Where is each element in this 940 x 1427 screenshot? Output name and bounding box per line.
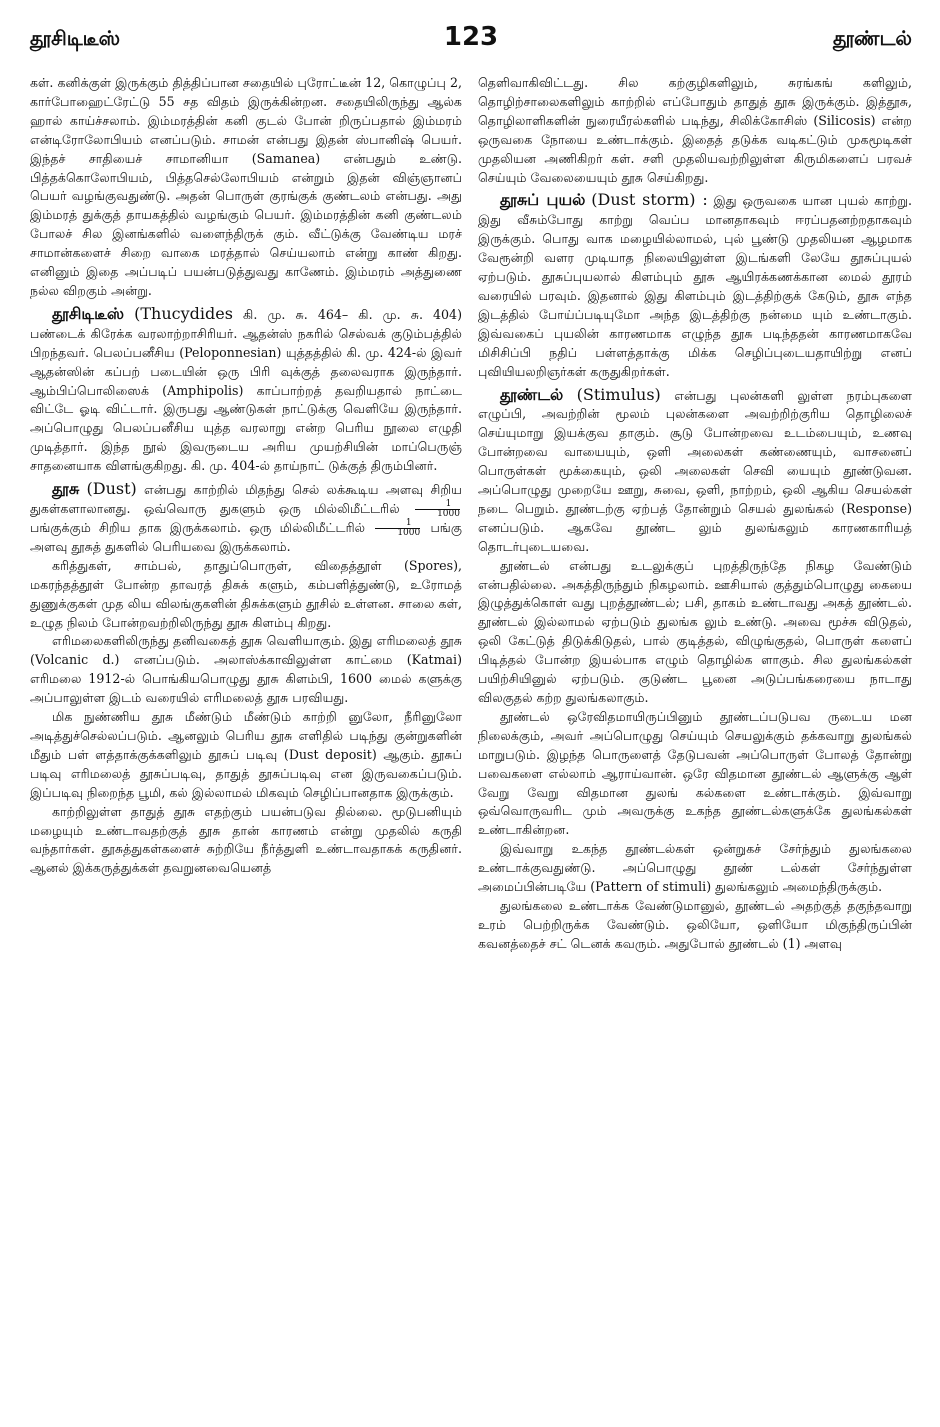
- paragraph-spores: கரித்துகள், சாம்பல், தாதுப்பொருள், விதைத்தூள் (Spores), மகரந்தத்தூள் போன்ற தாவரத் திசுக் களும், கம்பளித்துண்டு, உரோமத் துணுக்குகள் முத லிய விலங்குகளின் திசுக்களும் தூசில் உள்ளன. சாலை கள், உழுத நிலம் போன்றவற்றிலிருந்து தூசு கிளம்பு கிறது.: [30, 557, 462, 630]
- left-column: [30, 74, 462, 878]
- paragraph-stimulus-intensity: துலங்கலை உண்டாக்க வேண்டுமானுல், தூண்டல் அதற்குத் தகுந்தவாறு உரம் பெற்றிருக்க வேண்டும். ஒலியோ, ஒளியோ மிகுந்திருப்பின் கவனத்தைச் சட் டெனக் கவரும். அதுபோல் தூண்டல் (1) அளவு: [478, 897, 912, 951]
- entry-latin-name: (Dust storm) :: [591, 190, 708, 210]
- fraction-denominator: 1000: [437, 508, 460, 519]
- paragraph-internal-stimulus: தூண்டல் என்பது உடலுக்குப் புறத்திருந்தே நிகழ வேண்டும் என்பதில்லை. அகத்திருந்தும் நிகழலாம். ஊசியால் குத்தும்பொழுது கையை இழுத்துக்கொள் வது புறத்தூண்டல்; பசி, தாகம் உண்டாவது அகத் தூண்டல். தூண்டல் இல்லாமல் ஏற்படும் துலங்க லும் உண்டு. அவை மூச்சு விடுதல், ஒலி கேட்டுத் திடுக்கிடுதல், பால் குடித்தல், விழுங்குதல், பொருள் களைப் பிடித்தல் போன்ற இயல்பாக எழும் தொழில்க ளாகும். சில துலங்கல்கள் பயிற்சியினுல் ஏற்படும். குடுண்ட பூனை அடுப்பங்கரையை நாடாது விலகுதல் கற்ற துலங்கலாகும்.: [478, 557, 912, 705]
- entry-body: இது ஒருவகை யான புயல் காற்று. இது வீசும்போது காற்று வெப்ப மானதாகவும் ஈரப்பதனற்றதாகவும் இருக்கும். பொது வாக மழையில்லாமல், புல் பூண்டு முதலியன ஆழமாக வேரூன்றி வளர முடியாத நிலையிலுள்ள இடங்களி லேயே தூசுப்புயல் ஏற்படும். தூசுப்புயலால் கிளம்பும் தூசு ஆயிரக்கணக்கான மைல் தூரம் வரையில் பரவும். இதனால் இது கிளம்பும் இடத்திற்குக் கேடும், தூசு எந்த இடத்தில் போய்ப்படியுமோ அந்த இடத்திற்கு நன்மை யும் உண்டாகும். இவ்வகைப் புயலின் காரணமாக எழுந்த தூசு படிந்ததன் காரணமாகவே மிசிசிப்பி நதிப் பள்ளத்தாக்கு மிக்க செழிப்புடையதாயிற்று எனப் புவியியலறிஞர்கள் கருதுகிறர்கள்.: [478, 193, 912, 379]
- fraction-numerator: 1: [415, 500, 460, 510]
- entry-headword: தூசுப் புயல்: [500, 190, 586, 210]
- entry-body: என்பது காற்றில் மிதந்து செல் லக்கூடிய அளவு சிறிய துகள்களாலானது. ஒவ்வொரு துகளும் ஒரு மில்லிமீட்டரில்: [30, 482, 462, 516]
- entry-stimulus: [478, 386, 912, 557]
- entry-latin-name: (Stimulus): [576, 384, 661, 404]
- entry-body: கி. மு. சு. 464– கி. மு. சு. 404) பண்டைக் கிரேக்க வரலாற்றாசிரியர். ஆதன்ஸ் நகரில் செல்வக் குடும்பத்தில் பிறந்தவர். பெலப்பனீசிய (Peloponnesian) யுத்தத்தில் கி. மு. 424-ல் இவர் ஆதன்ஸின் கப்பற் படையின் ஒரு பிரி வுக்குத் தலைவராக இருந்தார். ஆம்பிப்பொலிஸைக் (Amphipolis) காப்பாற்றத் தவறியதால் நாட்டை விட்டே ஓடி விட்டார். இருபது ஆண்டுகள் நாட்டுக்கு வெளியே இருந்தார். அப்பொழுது பெலப்பனீசிய யுத்த வரலாறு என்ற பெரிய நூலை எழுதி முடித்தார். இந்த நூல் இவருடைய அரிய முயற்சியின் மாப்பெருஞ் சாதனையாக விளங்குகிறது. கி. மு. 404-ல் தாய்நாட் டுக்குத் திரும்பினர்.: [30, 306, 462, 474]
- paragraph-mineral-dust: காற்றிலுள்ள தாதுத் தூசு எதற்கும் பயன்படுவ தில்லை. மூடுபனியும் மழையும் உண்டாவதற்குத் தூசு தான் காரணம் என்று முதலில் கருதி வந்தார்கள். தூசுத்துகள்களைச் சுற்றியே நீர்த்துளி உண்டாவதாகக் கருதினர். ஆனல் இக்கருத்துக்கள் தவறுனவையெனத்: [30, 803, 462, 876]
- entry-headword: தூண்டல்: [500, 384, 564, 404]
- entry-dust-storm: [478, 191, 912, 381]
- fraction: [373, 519, 422, 538]
- entry-headword: தூசு: [52, 479, 80, 499]
- entry-body: பங்கு அளவு தூசுத் துகளில் பெரியவை இருக்கலாம்.: [30, 519, 462, 554]
- fraction: [413, 500, 462, 519]
- paragraph-volcanic-dust: எரிமலைகளிலிருந்து தனிவகைத் தூசு வெளியாகும். இது எரிமலைத் தூசு (Volcanic d.) எனப்படும். அலாஸ்க்காவிலுள்ள காட்மை (Katmai) எரிமலை 1912-ல் பொங்கியபொழுது தூசு கிளம்பி, 1600 மைல் களுக்கு அப்பாலுள்ள இடம் வரையில் எரிமலைத் தூசு பரவியது.: [30, 633, 462, 706]
- paragraph-response-variation: தூண்டல் ஒரேவிதமாயிருப்பினும் தூண்டப்படுபவ ருடைய மன நிலைக்கும், அவர் அப்பொழுது செய்யும் செயலுக்கும் தக்கவாறு துலங்கல் மாறுபடும். இழந்த பொருளைத் தேடுபவன் அப்பொருள் போலத் தோன்று பவைகளை எல்லாம் ஆராய்வான். ஒரே விதமான தூண்டல் ஆளுக்கு ஆள் வேறு வேறு விதமான துலங் கல்களை உண்டாக்கும். இவ்வாறு ஒவ்வொருவரிட மும் அவருக்கு உகந்த தூண்டல்களுக்கே துலங்கல்கள் உண்டாகின்றன.: [478, 708, 912, 838]
- header-right-term: தூண்டல்: [832, 26, 912, 50]
- header-left-term: தூசிடிடீஸ்: [30, 26, 121, 50]
- fraction-numerator: 1: [375, 519, 420, 529]
- paragraph-continuation: தெளிவாகிவிட்டது. சில கற்குழிகளிலும், சுரங்கங் களிலும், தொழிற்சாலைகளிலும் காற்றில் எப்போதும் தாதுத் தூசு இருக்கும். இத்தூசு, தொழிலாளிகளின் நுரையீரல்களில் படிந்து, சிலிக்கோசிஸ் (Silicosis) என்ற ஒருவகை நோயை உண்டாக்கும். இதைத் தடுக்க வடிகட்டும் முகமூடிகள் முதலியன அணிகிறர் கள். சளி முதலியவற்றிலுள்ள கிருமிகளைப் பரவச் செய்யும் வேலையையும் தூசு செய்கிறது.: [478, 75, 912, 185]
- entry-dust: [30, 480, 462, 557]
- entry-body: என்பது புலன்களி லுள்ள நரம்புகளை எழுப்பி, அவற்றின் மூலம் புலன்களை அவற்றிற்குரிய தொழிலைச் செய்யுமாறு இயக்குவ தாகும். சூடு போன்றவை உடம்பையும், உணவு போன்றவை வாயையும், ஒளி அலைகள் கண்ணையும், வாசனைப் பொருள்கள் மூக்கையும், ஒலி அலைகள் செவி யையும் தூண்டுவன. அப்பொழுது முறையே ஊறு, சுவை, ஒளி, நாற்றம், ஒலி ஆகிய செயல்கள் நடை பெறும். தூண்டற்கு ஏற்பத் தோன்றும் செயல் துலங்கல் (Response) எனப்படும். ஆகவே தூண்ட லும் துலங்கலும் காரணகாரியத் தொடர்புடையவை.: [478, 387, 912, 554]
- entry-thucydides: [30, 305, 462, 476]
- entry-body: பங்குக்கும் சிறிய தாக இருக்கலாம். ஒரு மில்லிமீட்டரில்: [30, 519, 366, 535]
- entry-latin-name: (Thucydides: [134, 303, 233, 323]
- page-number: 123: [443, 22, 499, 52]
- running-header: [30, 22, 912, 60]
- entry-headword: தூசிடிடீஸ்: [52, 303, 125, 323]
- right-column: [478, 74, 912, 954]
- fraction-denominator: 1000: [397, 527, 421, 538]
- entry-latin-name: (Dust): [86, 479, 137, 499]
- paragraph-dust-deposit: மிக நுண்ணிய தூசு மீண்டும் மீண்டும் காற்றி னுலோ, நீரினுலோ அடித்துச்செல்லப்படும். ஆனலும் பெரிய தூசு எளிதில் படிந்து குன்றுகளின் மீதும் பள் ளத்தாக்குக்களிலும் தூசுப் படிவு (Dust deposit) ஆகும். தூசுப் படிவு எரிமலைத் தூசுப்படிவு, தாதுத் தூசுப்படிவு என இருவகைப்படும். இப்படிவு நிறைந்த பூமி, கல் இல்லாமல் மிகவும் செழிப்பானதாக இருக்கும்.: [30, 709, 462, 800]
- paragraph-continuation: கள். கனிக்குள் இருக்கும் தித்திப்பான சதையில் புரோட்டீன் 12, கொழுப்பு 2, கார்போஹைட்ரேட்டு 55 சத விதம் இருக்கின்றன. சதையிலிருந்து ஆல்க ஹால் காய்ச்சலாம். இம்மரத்தின் கனி குடல் போன் றிருப்பதால் இம்மரம் என்டிரோலோபியம் எனப்படும். சாமன் என்பது இதன் ஸ்பானிஷ் பெயர். இந்தச் சாதியைச் சாமானியா (Samanea) என்பதும் உண்டு. பித்தக்கொலோபியம், பித்தசெல்லோபியம் என்றும் இதன் விஞ்ஞானப் பெயர் வழங்குவதுண்டு. அதன் பொருள் குரங்குக் குண்டலம் என்பது. அது இம்மரத் துக்குத் தாயகத்தில் வழங்கும் பெயர். இம்மரத்தின் கனி குண்டலம் போலச் சில இனங்களில் வளைந்திருக் கும். வீட்டுக்கு வேண்டிய மரச் சாமான்களைச் சிறை வாகை மரத்தால் செய்யலாம் என்று காண் கிறது. எனினும் இதை அப்படிப் பயன்படுத்துவது காணேம். இம்மரம் அத்துணை நல்ல விறகும் அன்று.: [30, 75, 462, 298]
- paragraph-pattern-of-stimuli: இவ்வாறு உகந்த தூண்டல்கள் ஒன்றுகச் சேர்ந்தும் துலங்கலை உண்டாக்குவதுண்டு. அப்பொழுது தூண் டல்கள் சேர்ந்துள்ள அமைப்பின்படியே (Pattern of stimuli) துலங்கலும் அமைந்திருக்கும்.: [478, 841, 912, 895]
